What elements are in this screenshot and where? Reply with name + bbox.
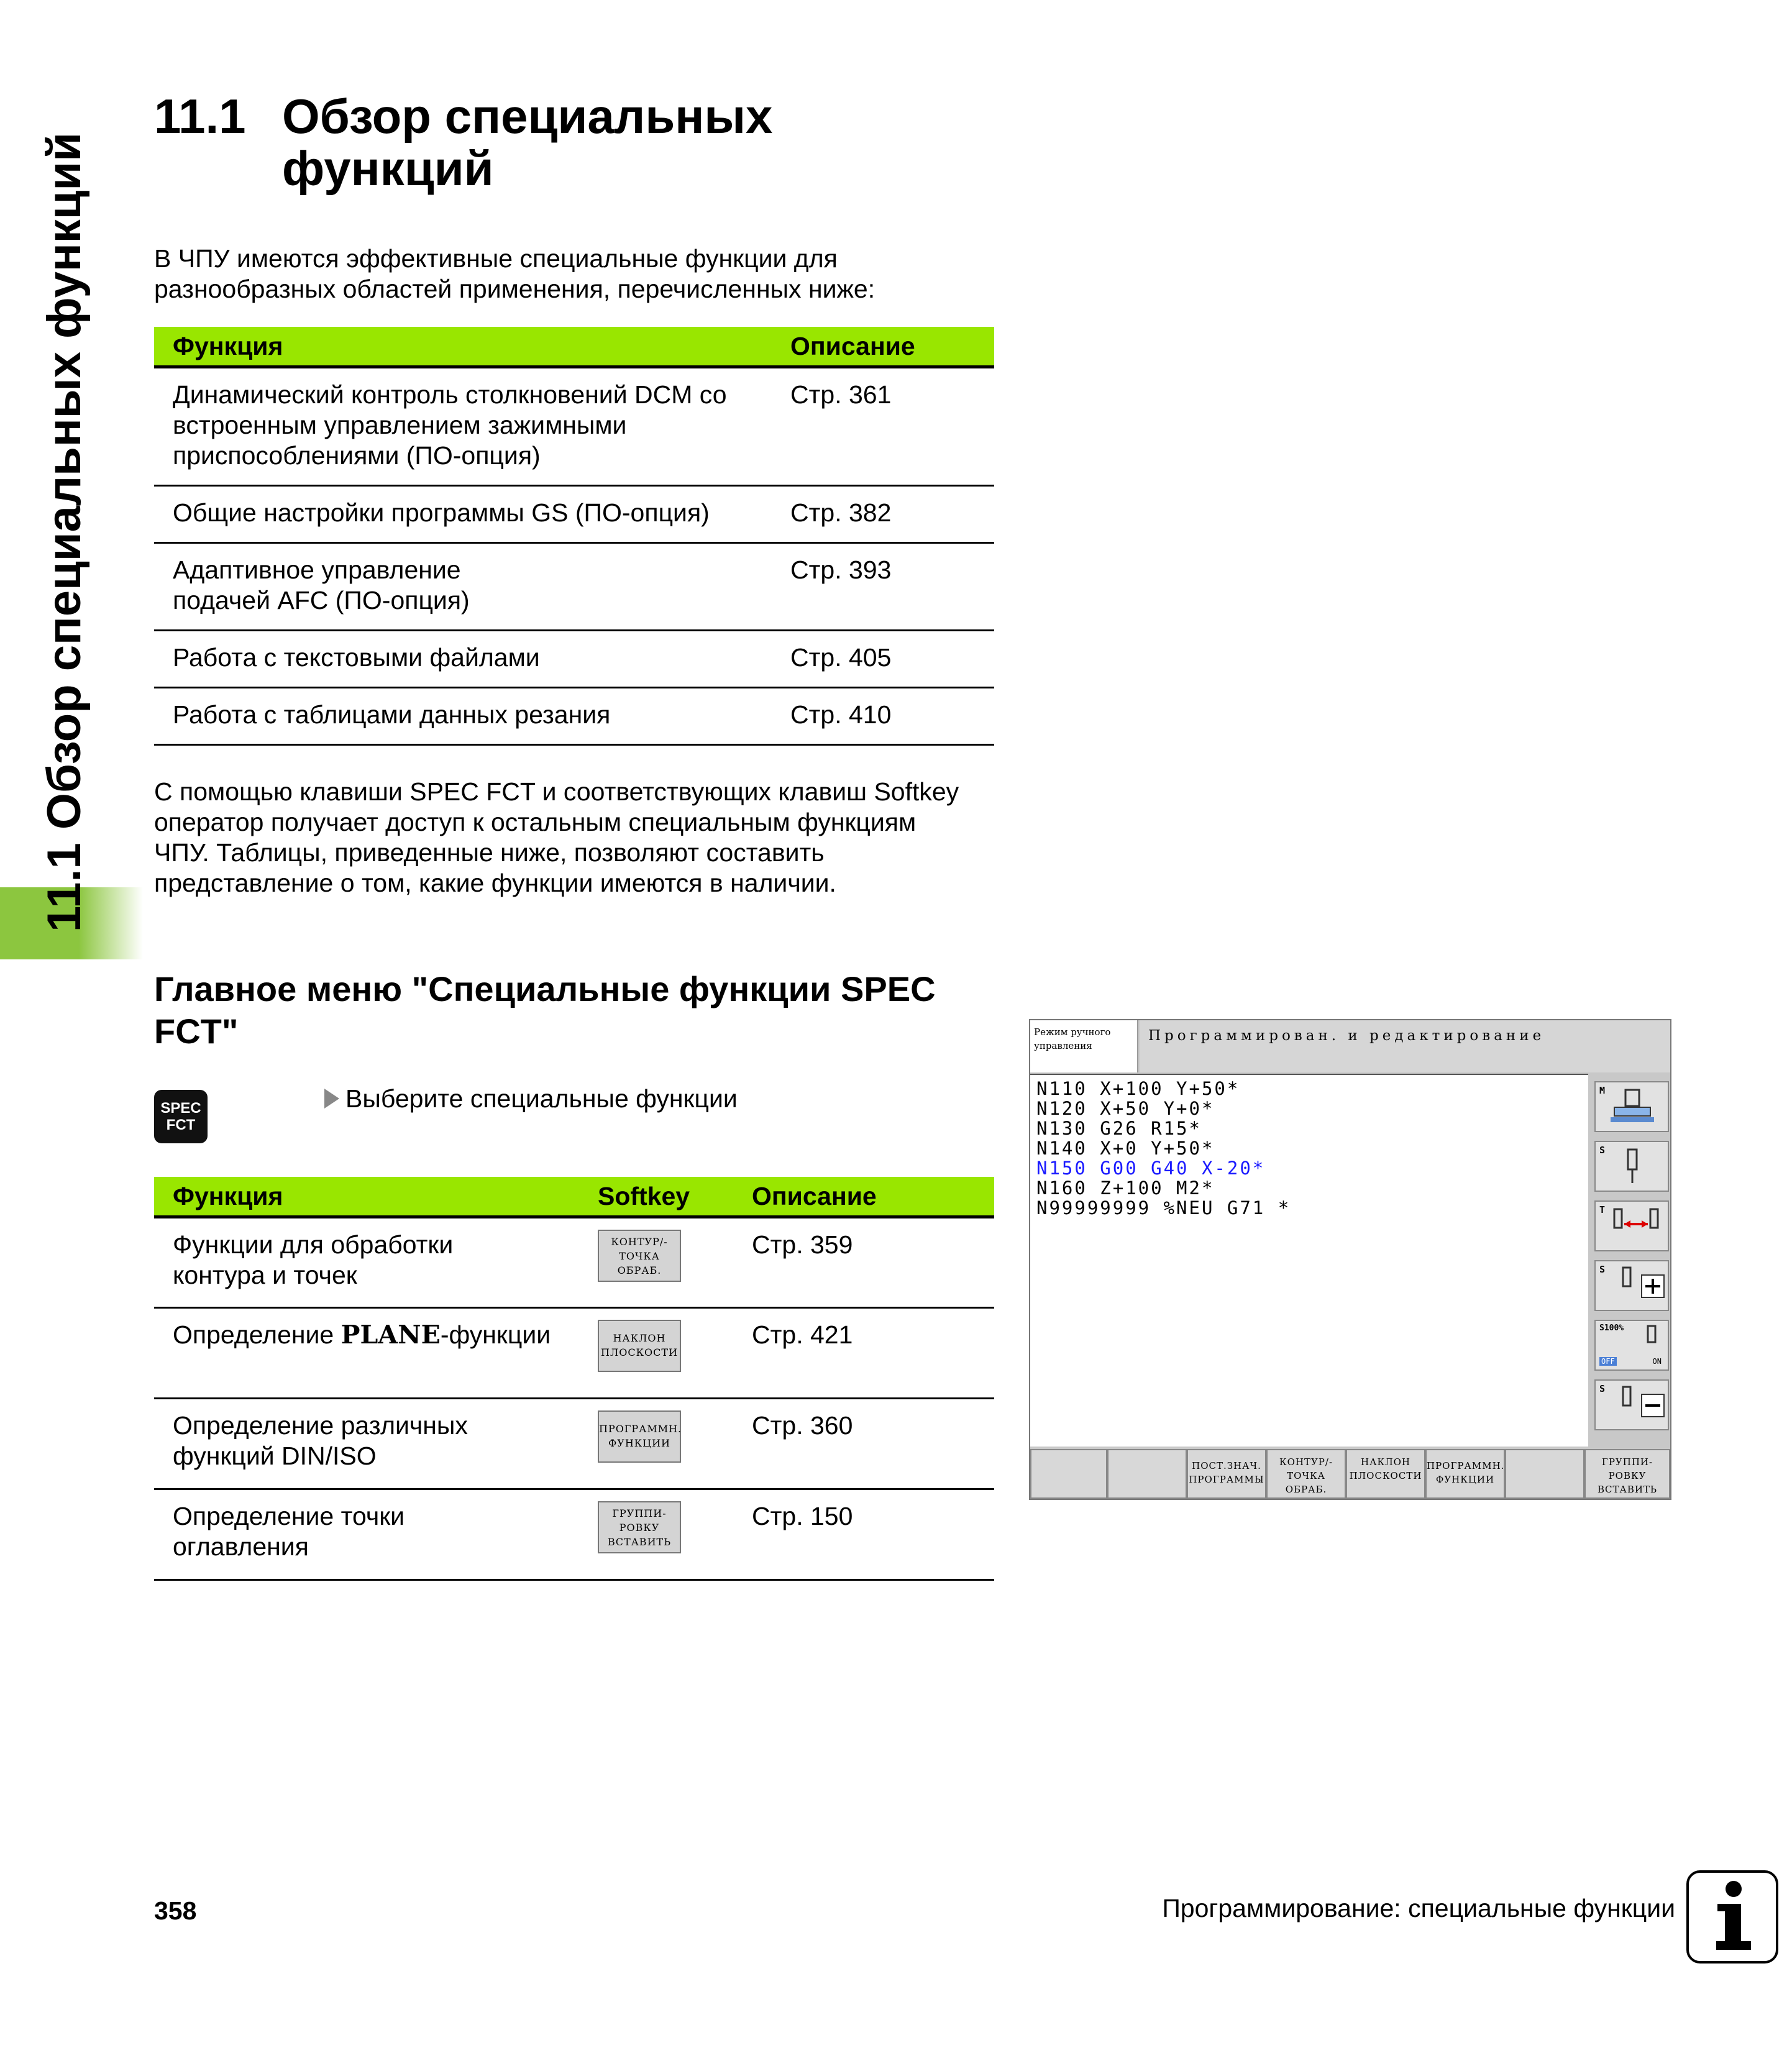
softkey-empty[interactable] bbox=[1107, 1449, 1187, 1499]
softkey-line: ОБРАБ. bbox=[617, 1264, 662, 1276]
spec-fct-key-icon bbox=[154, 1090, 208, 1143]
softkey-line: РОВКУ bbox=[1608, 1470, 1647, 1481]
softkey-line: ВСТАВИТЬ bbox=[608, 1536, 671, 1548]
row-function: Определение точки оглавления bbox=[154, 1489, 598, 1580]
table-row bbox=[154, 543, 994, 631]
softkey-tilt-plane[interactable] bbox=[598, 1320, 681, 1372]
softkey-line: ПРОГРАММН. bbox=[1427, 1460, 1505, 1471]
table-row bbox=[154, 1217, 994, 1308]
softkey-line: ТОЧКА bbox=[1287, 1470, 1325, 1481]
header-function: Функция bbox=[154, 1177, 598, 1217]
row-page-link[interactable]: Стр. 421 bbox=[752, 1308, 994, 1399]
row-page-link[interactable]: Стр. 382 bbox=[772, 486, 994, 543]
softkey-cell bbox=[598, 1399, 752, 1489]
softkey-line: ПЛОСКОСТИ bbox=[600, 1346, 679, 1358]
spindle-softkey[interactable] bbox=[1594, 1141, 1669, 1192]
softkey-letter: S bbox=[1599, 1264, 1606, 1275]
vertical-softkey-bar bbox=[1589, 1074, 1670, 1447]
func-text: Определение bbox=[173, 1320, 341, 1349]
screen-title: Программирован. и редактирование bbox=[1140, 1020, 1670, 1072]
row-function: Определение различных функций DIN/ISO bbox=[154, 1399, 598, 1489]
info-icon bbox=[1686, 1870, 1778, 1963]
spindle-plus-softkey[interactable] bbox=[1594, 1260, 1669, 1311]
arrow-right-icon bbox=[324, 1089, 339, 1109]
code-line: N110 X+100 Y+50* bbox=[1036, 1078, 1240, 1099]
machine-table-icon bbox=[1596, 1082, 1669, 1131]
row-function bbox=[154, 1308, 598, 1399]
softkey-letter: T bbox=[1599, 1204, 1606, 1215]
softkey-line: ПЛОСКОСТИ bbox=[1349, 1470, 1422, 1481]
tool-softkey[interactable] bbox=[1594, 1200, 1669, 1251]
softkey-insert-grouping[interactable] bbox=[598, 1501, 681, 1553]
table-header-row bbox=[154, 1177, 994, 1217]
tool-change-icon bbox=[1596, 1202, 1669, 1250]
spindle-icon bbox=[1596, 1142, 1669, 1191]
row-page-link[interactable]: Стр. 405 bbox=[772, 631, 994, 688]
spindle-minus-softkey[interactable] bbox=[1594, 1379, 1669, 1430]
section-title: Обзор специальных функций bbox=[282, 89, 773, 196]
table-row bbox=[154, 367, 994, 486]
row-page-link[interactable]: Стр. 410 bbox=[772, 688, 994, 745]
program-code-area[interactable] bbox=[1030, 1074, 1588, 1447]
footer-chapter-title: Программирование: специальные функции bbox=[1162, 1894, 1675, 1922]
softkey-letter: S100% bbox=[1599, 1323, 1624, 1333]
row-function: Адаптивное управление подачей AFC (ПО-опция) bbox=[154, 543, 772, 631]
spec-key-line2: FCT bbox=[166, 1117, 196, 1133]
plane-keyword: PLANE bbox=[341, 1320, 441, 1350]
select-instruction bbox=[324, 1084, 738, 1114]
row-function: Функции для обработки контура и точек bbox=[154, 1217, 598, 1308]
softkey-line: ФУНКЦИИ bbox=[1435, 1474, 1495, 1485]
softkey-cell bbox=[598, 1217, 752, 1308]
section-number: 11.1 bbox=[154, 89, 246, 144]
softkey-contour-point[interactable] bbox=[598, 1230, 681, 1282]
special-functions-table bbox=[154, 327, 994, 746]
softkey-cell bbox=[598, 1489, 752, 1580]
row-function: Работа с таблицами данных резания bbox=[154, 688, 772, 745]
table-row bbox=[154, 486, 994, 543]
row-page-link[interactable]: Стр. 361 bbox=[772, 367, 994, 486]
select-text: Выберите специальные функции bbox=[345, 1084, 738, 1113]
softkey-line: ГРУППИ- bbox=[612, 1507, 667, 1519]
code-line: N99999999 %NEU G71 * bbox=[1036, 1197, 1291, 1218]
softkey-letter: S bbox=[1599, 1383, 1606, 1394]
off-indicator: OFF bbox=[1599, 1357, 1617, 1366]
softkey-program-defaults[interactable] bbox=[1187, 1449, 1266, 1499]
softkey-line: КОНТУР/- bbox=[611, 1236, 668, 1248]
softkey-line: ПРОГРАММН. bbox=[599, 1423, 682, 1435]
spindle-override-softkey[interactable] bbox=[1594, 1320, 1669, 1371]
row-page-link[interactable]: Стр. 359 bbox=[752, 1217, 994, 1308]
softkey-line: ПОСТ.ЗНАЧ. bbox=[1192, 1460, 1261, 1471]
softkey-line: ТОЧКА bbox=[619, 1250, 660, 1262]
softkey-program-functions[interactable] bbox=[598, 1410, 681, 1463]
softkey-empty[interactable] bbox=[1505, 1449, 1584, 1499]
code-line: N140 X+0 Y+50* bbox=[1036, 1138, 1215, 1159]
header-function: Функция bbox=[154, 327, 772, 367]
spec-key-line1: SPEC bbox=[160, 1100, 201, 1117]
softkey-line: НАКЛОН bbox=[1361, 1456, 1410, 1468]
row-page-link[interactable]: Стр. 393 bbox=[772, 543, 994, 631]
plus-icon bbox=[1596, 1261, 1669, 1310]
code-line: N120 X+50 Y+0* bbox=[1036, 1098, 1215, 1119]
code-line-current: N150 G00 G40 X-20* bbox=[1036, 1158, 1266, 1179]
row-page-link[interactable]: Стр. 360 bbox=[752, 1399, 994, 1489]
intro-paragraph: В ЧПУ имеются эффективные специальные функции для разнообразных областей применения, перечисленных ниже: bbox=[154, 244, 875, 303]
softkey-line: ГРУППИ- bbox=[1601, 1456, 1653, 1468]
softkey-cell bbox=[598, 1308, 752, 1399]
func-text: -функции bbox=[440, 1320, 551, 1349]
header-softkey: Softkey bbox=[598, 1177, 752, 1217]
table-row bbox=[154, 1489, 994, 1580]
subheading-spec-fct: Главное меню "Специальные функции SPEC FCT" bbox=[154, 969, 936, 1051]
code-line: N160 Z+100 M2* bbox=[1036, 1177, 1215, 1199]
spec-fct-menu-table bbox=[154, 1177, 994, 1581]
softkey-line: ВСТАВИТЬ bbox=[1597, 1484, 1658, 1495]
m-function-softkey[interactable] bbox=[1594, 1081, 1669, 1132]
softkey-line: КОНТУР/- bbox=[1279, 1456, 1333, 1468]
minus-icon bbox=[1596, 1381, 1669, 1429]
table-row bbox=[154, 1399, 994, 1489]
screen-mode-label: Режим ручного управления bbox=[1030, 1020, 1138, 1072]
softkey-program-functions[interactable] bbox=[1425, 1449, 1505, 1499]
softkey-letter: M bbox=[1599, 1085, 1606, 1096]
on-indicator: ON bbox=[1652, 1357, 1662, 1366]
table-header-row bbox=[154, 327, 994, 367]
spec-fct-paragraph: С помощью клавиши SPEC FCT и соответствующих клавиш Softkey оператор получает доступ к остальным специальным функциям ЧПУ. Таблицы, приведенные ниже, позволяют составить представление о том, какие функции имеются в наличии. bbox=[154, 777, 959, 897]
row-function: Общие настройки программы GS (ПО-опция) bbox=[154, 486, 772, 543]
softkey-tilt-plane[interactable] bbox=[1346, 1449, 1425, 1499]
softkey-letter: S bbox=[1599, 1145, 1606, 1156]
table-row bbox=[154, 688, 994, 745]
page-number: 358 bbox=[154, 1896, 197, 1925]
row-function: Работа с текстовыми файлами bbox=[154, 631, 772, 688]
horizontal-softkey-bar bbox=[1030, 1449, 1670, 1499]
softkey-line: ФУНКЦИИ bbox=[608, 1437, 671, 1449]
header-description: Описание bbox=[772, 327, 994, 367]
softkey-line: ПРОГРАММЫ bbox=[1189, 1474, 1264, 1485]
softkey-empty[interactable] bbox=[1030, 1449, 1107, 1499]
softkey-insert-grouping[interactable] bbox=[1584, 1449, 1670, 1499]
table-row bbox=[154, 1308, 994, 1399]
softkey-line: ОБРАБ. bbox=[1285, 1484, 1327, 1495]
softkey-contour-point[interactable] bbox=[1266, 1449, 1346, 1499]
row-page-link[interactable]: Стр. 150 bbox=[752, 1489, 994, 1580]
row-function: Динамический контроль столкновений DCM со встроенным управлением зажимными приспособлениями (ПО-опция) bbox=[154, 367, 772, 486]
softkey-line: НАКЛОН bbox=[613, 1332, 666, 1344]
code-line: N130 G26 R15* bbox=[1036, 1118, 1202, 1139]
softkey-line: РОВКУ bbox=[619, 1522, 660, 1534]
side-chapter-title: 11.1 Обзор специальных функций bbox=[38, 132, 91, 932]
table-row bbox=[154, 631, 994, 688]
spindle-icon bbox=[1596, 1321, 1669, 1369]
header-description: Описание bbox=[752, 1177, 994, 1217]
cnc-screen-screenshot bbox=[1029, 1019, 1671, 1500]
